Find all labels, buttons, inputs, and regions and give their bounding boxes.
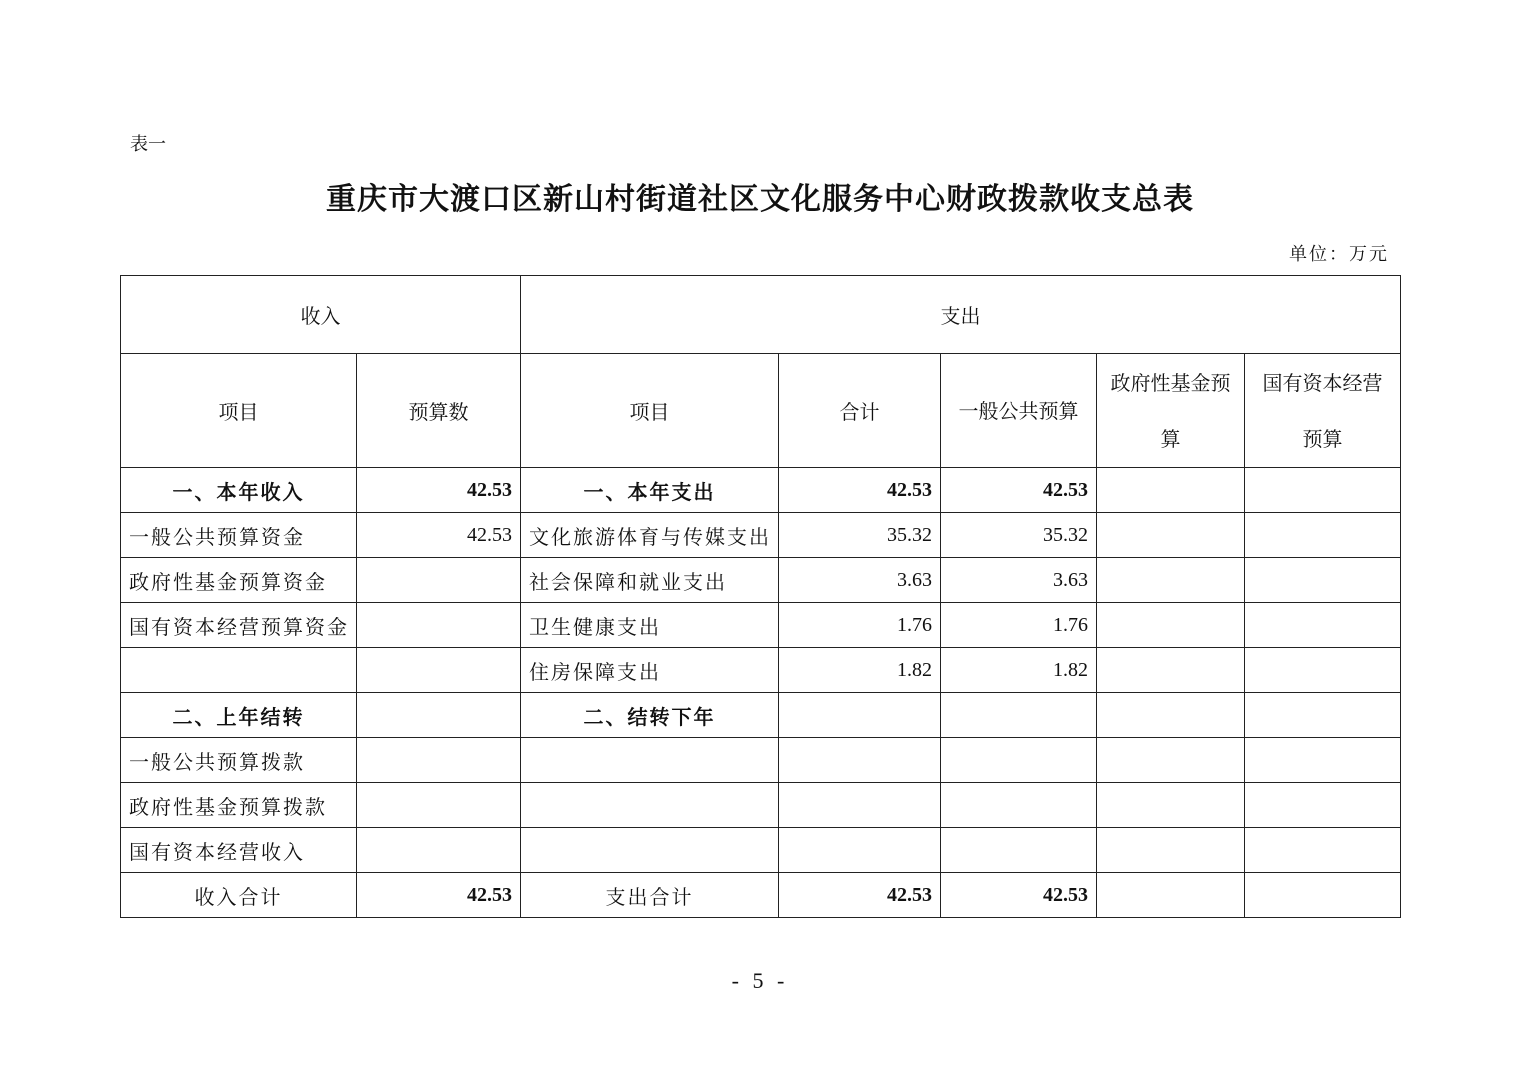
table-row [121, 603, 1401, 648]
table-label: 表一 [130, 134, 166, 155]
income-value-cell [357, 693, 521, 738]
total-cell: 1.82 [779, 648, 941, 693]
expense-item-cell: 一、本年支出 [521, 468, 779, 513]
general-public-header: 一般公共预算 [941, 354, 1097, 468]
income-group-header: 收入 [121, 276, 521, 354]
table-row [121, 828, 1401, 873]
income-item-cell: 二、上年结转 [121, 693, 357, 738]
income-item-cell: 政府性基金预算拨款 [121, 783, 357, 828]
expense-item-cell [521, 783, 779, 828]
income-value-cell: 42.53 [357, 513, 521, 558]
expense-item-cell: 住房保障支出 [521, 648, 779, 693]
table-row [121, 468, 1401, 513]
table-row [121, 513, 1401, 558]
general-cell: 42.53 [941, 468, 1097, 513]
general-cell: 3.63 [941, 558, 1097, 603]
table-row [121, 738, 1401, 783]
total-cell: 35.32 [779, 513, 941, 558]
budget-table [120, 275, 1401, 918]
income-value-cell [357, 783, 521, 828]
general-total-value: 42.53 [941, 873, 1097, 918]
total-cell [779, 693, 941, 738]
expense-item-cell: 文化旅游体育与传媒支出 [521, 513, 779, 558]
state-capital-header: 国有资本经营预算 [1245, 354, 1401, 468]
total-cell: 1.76 [779, 603, 941, 648]
income-item-header: 项目 [121, 354, 357, 468]
income-item-cell: 政府性基金预算资金 [121, 558, 357, 603]
general-cell [941, 693, 1097, 738]
general-cell [941, 738, 1097, 783]
fund-cell [1097, 693, 1245, 738]
fund-cell [1097, 603, 1245, 648]
fund-cell [1097, 558, 1245, 603]
general-cell [941, 828, 1097, 873]
general-cell: 1.82 [941, 648, 1097, 693]
fund-cell [1097, 828, 1245, 873]
unit-label: 单位：万元 [1289, 244, 1389, 265]
capital-total-value [1245, 873, 1401, 918]
income-total-value: 42.53 [357, 873, 521, 918]
general-cell: 35.32 [941, 513, 1097, 558]
expense-total-value: 42.53 [779, 873, 941, 918]
gov-fund-header: 政府性基金预算 [1097, 354, 1245, 468]
fund-cell [1097, 783, 1245, 828]
income-item-cell: 一般公共预算资金 [121, 513, 357, 558]
income-item-cell: 一般公共预算拨款 [121, 738, 357, 783]
fund-cell [1097, 468, 1245, 513]
table-row [121, 558, 1401, 603]
expense-item-cell [521, 738, 779, 783]
income-value-cell [357, 648, 521, 693]
total-header: 合计 [779, 354, 941, 468]
total-cell: 42.53 [779, 468, 941, 513]
income-item-cell: 一、本年收入 [121, 468, 357, 513]
income-value-cell [357, 603, 521, 648]
expense-item-cell: 社会保障和就业支出 [521, 558, 779, 603]
income-item-cell: 国有资本经营预算资金 [121, 603, 357, 648]
income-value-cell [357, 738, 521, 783]
table-row [121, 648, 1401, 693]
capital-cell [1245, 828, 1401, 873]
capital-cell [1245, 693, 1401, 738]
expense-item-header: 项目 [521, 354, 779, 468]
expense-group-header: 支出 [521, 276, 1401, 354]
total-cell: 3.63 [779, 558, 941, 603]
fund-cell [1097, 513, 1245, 558]
capital-cell [1245, 648, 1401, 693]
income-value-cell [357, 558, 521, 603]
expense-item-cell: 卫生健康支出 [521, 603, 779, 648]
capital-cell [1245, 603, 1401, 648]
capital-cell [1245, 738, 1401, 783]
fund-cell [1097, 738, 1245, 783]
total-cell [779, 783, 941, 828]
fund-cell [1097, 648, 1245, 693]
page-number: - 5 - [731, 968, 789, 993]
total-cell [779, 828, 941, 873]
income-item-cell: 国有资本经营收入 [121, 828, 357, 873]
income-total-label: 收入合计 [121, 873, 357, 918]
table-row [121, 783, 1401, 828]
expense-total-label: 支出合计 [521, 873, 779, 918]
total-row [121, 873, 1401, 918]
total-cell [779, 738, 941, 783]
income-item-cell [121, 648, 357, 693]
capital-cell [1245, 558, 1401, 603]
expense-item-cell: 二、结转下年 [521, 693, 779, 738]
capital-cell [1245, 783, 1401, 828]
table-row [121, 693, 1401, 738]
general-cell: 1.76 [941, 603, 1097, 648]
general-cell [941, 783, 1097, 828]
income-value-cell: 42.53 [357, 468, 521, 513]
income-value-cell [357, 828, 521, 873]
income-budget-header: 预算数 [357, 354, 521, 468]
expense-item-cell [521, 828, 779, 873]
capital-cell [1245, 468, 1401, 513]
fund-total-value [1097, 873, 1245, 918]
capital-cell [1245, 513, 1401, 558]
page-title: 重庆市大渡口区新山村街道社区文化服务中心财政拨款收支总表 [326, 182, 1194, 217]
